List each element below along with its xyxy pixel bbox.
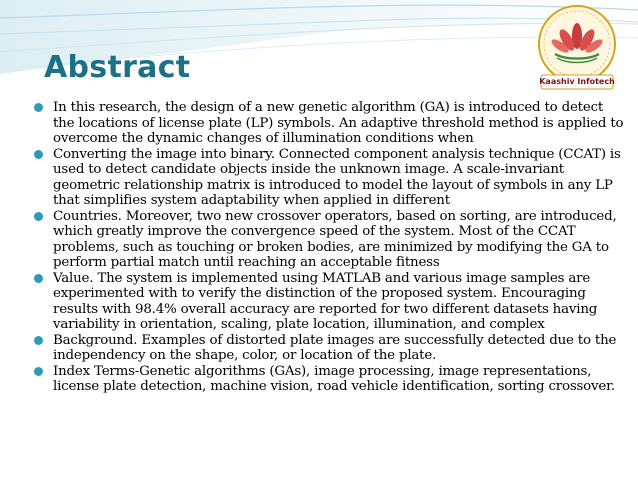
bullet-text: Value. The system is implemented using MATLAB and various image samples are experimented with to verify the distinction of the proposed system. Encouraging results with 98.4% overall accuracy are reported for two different datasets having variability in orientation, scaling, plate location, illumination, and complex <box>53 270 598 332</box>
slide-title: Abstract <box>44 50 191 85</box>
logo-text: Kaashiv Infotech <box>539 77 615 86</box>
bullet-dot-icon <box>34 367 43 376</box>
bullet-text: Background. Examples of distorted plate images are successfully detected due to the independency on the shape, color, or location of the plate. <box>53 332 617 363</box>
bullet-item <box>34 209 624 271</box>
bullet-text: In this research, the design of a new genetic algorithm (GA) is introduced to detect the locations of license plate (LP) symbols. An adaptive threshold method is applied to overcome the dynamic changes of illumination conditions when <box>53 100 624 146</box>
bullet-item <box>34 271 624 333</box>
bullet-text: Index Terms-Genetic algorithms (GAs), image processing, image representations, license plate detection, machine vision, road vehicle identification, sorting crossover. <box>53 363 615 394</box>
bullet-text: Countries. Moreover, two new crossover operators, based on sorting, are introduced, which greatly improve the convergence speed of the system. Most of the CCAT problems, such as touching or broken bodies, are minimized by modifying the GA to perform partial match until reaching an acceptable fitness <box>53 208 617 270</box>
bullet-list <box>34 100 624 395</box>
bullet-dot-icon <box>34 336 43 345</box>
bullet-item <box>34 364 624 395</box>
bullet-dot-icon <box>34 212 43 221</box>
bullet-item <box>34 333 624 364</box>
bullet-text: Converting the image into binary. Connected component analysis technique (CCAT) is used to detect candidate objects inside the unknown image. A scale-invariant geometric relationship matrix is introduced to model the layout of symbols in any LP that simplifies system adaptability when applied in different <box>53 146 621 208</box>
bullet-dot-icon <box>34 274 43 283</box>
bullet-item <box>34 147 624 209</box>
bullet-dot-icon <box>34 150 43 159</box>
bullet-dot-icon <box>34 103 43 112</box>
bullet-item <box>34 100 624 147</box>
